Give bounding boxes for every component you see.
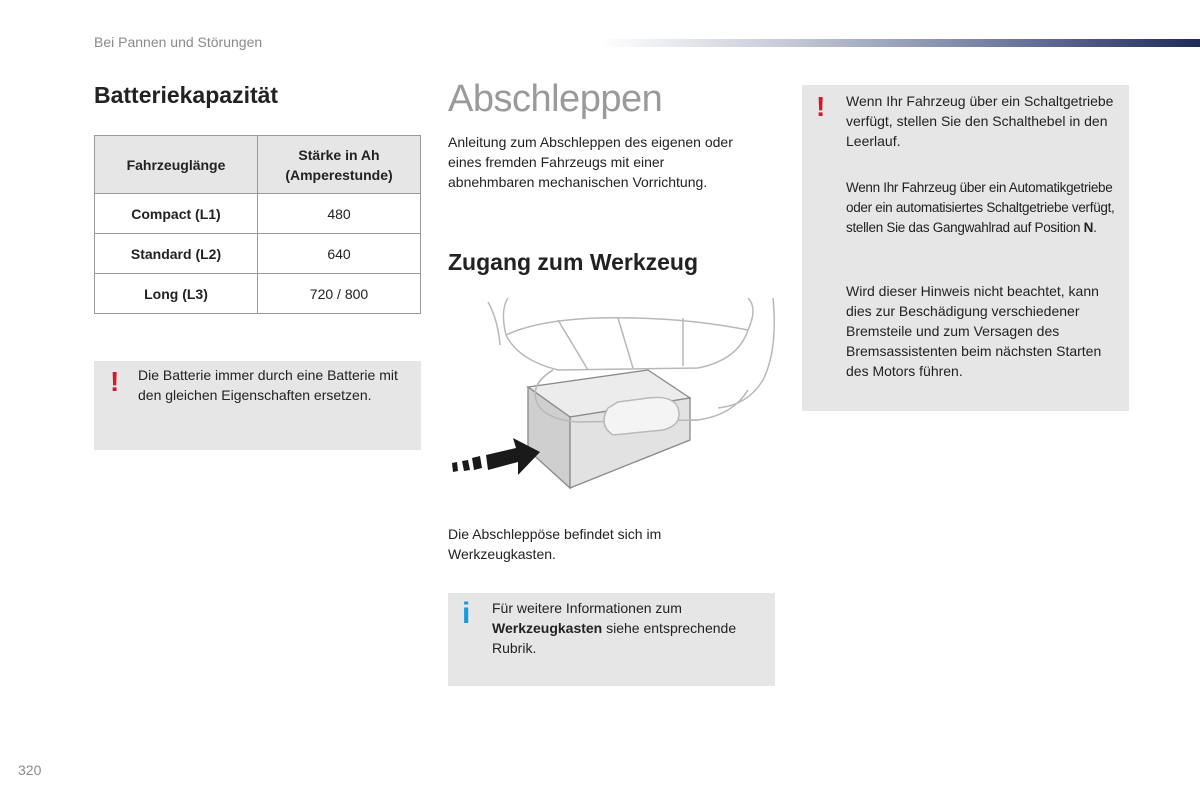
manual-gearbox-text: Wenn Ihr Fahrzeug über ein Schaltgetriebe verfügt, stellen Sie den Schalthebel in den Leerlauf. — [846, 93, 1114, 149]
running-header: Bei Pannen und Störungen — [94, 34, 263, 50]
gear-position-n: N — [1083, 220, 1094, 235]
info-text-after: siehe entsprechende Rubrik. — [492, 620, 737, 656]
towing-heading: Abschleppen — [448, 78, 663, 120]
arrow-icon — [452, 438, 540, 475]
header-gradient-bar — [600, 39, 1200, 47]
table-cell-length: Standard (L2) — [95, 234, 258, 274]
towing-eye-location-text: Die Abschleppöse befindet sich im Werkzeugkasten. — [448, 526, 662, 562]
tool-access-heading: Zugang zum Werkzeug — [448, 249, 699, 275]
exclamation-icon: ! — [110, 366, 120, 397]
towing-intro-text: Anleitung zum Abschleppen des eigenen oder eines fremden Fahrzeugs mit einer abnehmbaren mechanischen Vorrichtung. — [448, 134, 733, 190]
table-cell-capacity: 640 — [258, 234, 421, 274]
table-cell-capacity: 720 / 800 — [258, 274, 421, 314]
info-text-before: Für weitere Informationen zum — [492, 600, 682, 616]
table-cell-length: Long (L3) — [95, 274, 258, 314]
battery-warning-note — [94, 361, 421, 450]
table-row — [95, 274, 421, 314]
exclamation-icon: ! — [816, 91, 826, 122]
battery-capacity-table — [94, 135, 421, 314]
table-header-capacity-line2: (Amperestunde) — [285, 166, 393, 183]
battery-capacity-heading: Batteriekapazität — [94, 82, 279, 108]
table-cell-capacity: 480 — [258, 194, 421, 234]
toolbox-info-text — [492, 598, 768, 658]
page-number: 320 — [18, 762, 42, 778]
toolbox-info-note — [448, 593, 775, 686]
brake-damage-warning-text: Wird dieser Hinweis nicht beachtet, kann dies zur Beschädigung verschiedener Bremsteile und zum Versagen des Bremsassistenten beim nächsten Starten des Motors führen. — [846, 283, 1102, 379]
automatic-text-after: . — [1093, 220, 1097, 235]
table-row — [95, 194, 421, 234]
automatic-gearbox-text — [846, 178, 1126, 238]
table-row — [95, 234, 421, 274]
table-cell-length: Compact (L1) — [95, 194, 258, 234]
table-header-row — [95, 136, 421, 194]
automatic-text-before: Wenn Ihr Fahrzeug über ein Automatikgetriebe oder ein automatisiertes Schaltgetriebe verfügt, stellen Sie das Gangwahlrad auf Position — [846, 180, 1115, 235]
seat-toolbox-illustration — [448, 290, 778, 490]
battery-warning-text: Die Batterie immer durch eine Batterie mit den gleichen Eigenschaften ersetzen. — [138, 367, 398, 403]
gearbox-warning-note — [802, 85, 1129, 411]
info-text-bold: Werkzeugkasten — [492, 620, 603, 636]
table-header-capacity — [258, 136, 421, 194]
seat-toolbox-drawing — [448, 290, 778, 490]
table-header-capacity-line1: Stärke in Ah — [298, 146, 380, 163]
table-header-vehicle-length: Fahrzeuglänge — [95, 136, 258, 194]
info-icon: i — [462, 597, 471, 630]
